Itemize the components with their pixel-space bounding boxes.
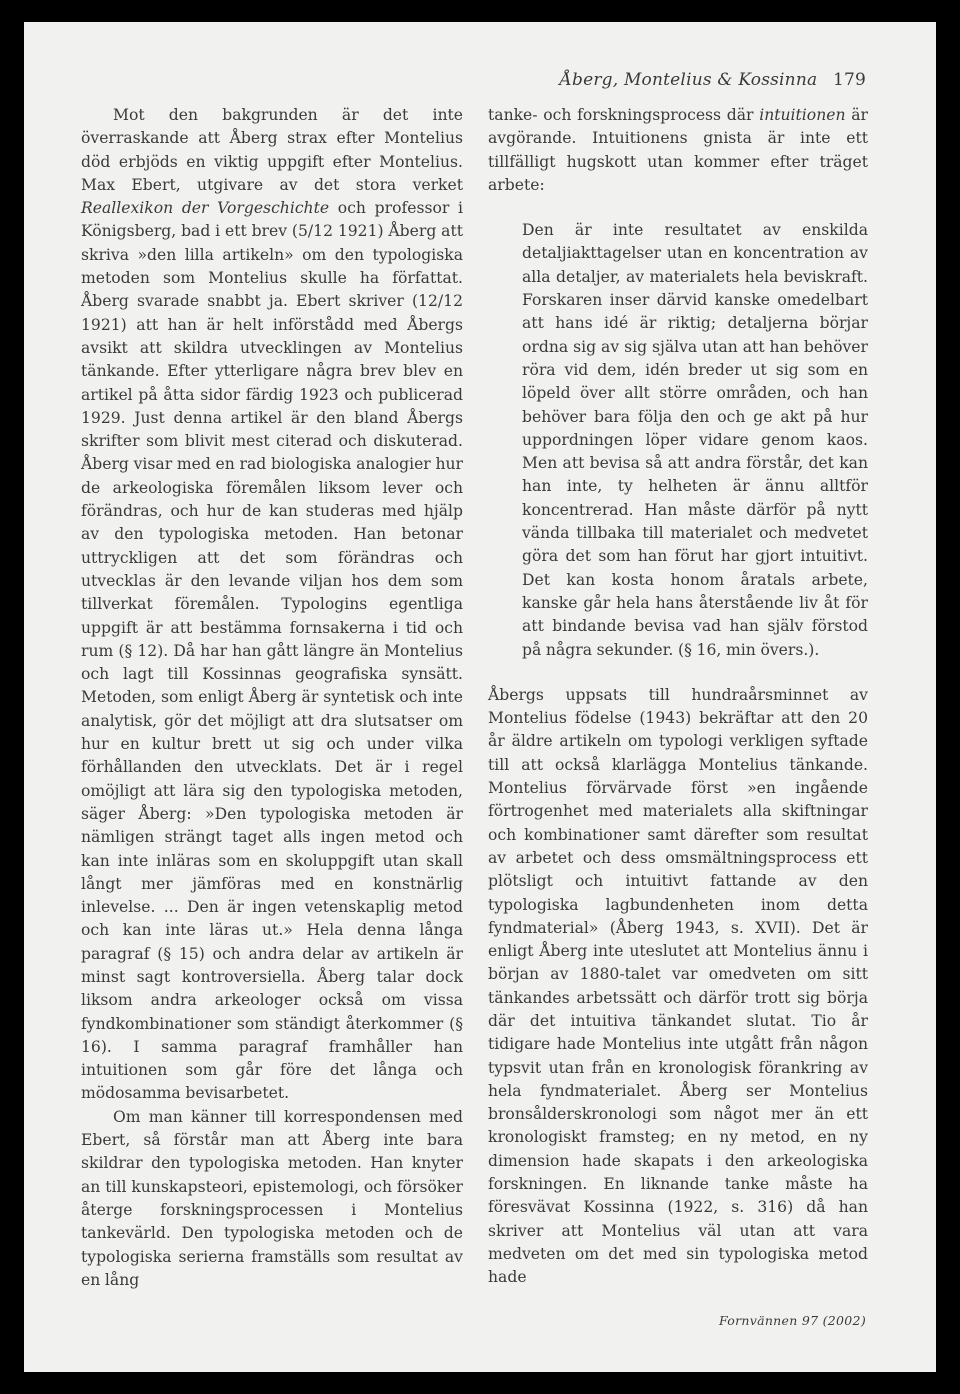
right-p1-text-a: tanke- och forskningsprocess där	[488, 106, 760, 124]
left-p1-italic-title: Reallexikon der Vorgeschichte	[81, 199, 330, 218]
left-paragraph-1	[81, 104, 463, 1106]
document-page	[24, 22, 936, 1372]
left-p1-text-b: och professor i Königsberg, bad i ett brev (5/12 1921) Åberg att skriva »den lilla artikeln» om den typologiska metoden som Montelius skulle ha författat. Åberg svarade snabbt ja. Ebert skriver (12/12 1921) att han är helt införstådd med Åbergs avsikt att skildra utvecklingen av Montelius tänkande. Efter ytterligare några brev blev en artikel på åtta sidor färdig 1923 och publicerad 1929. Just denna artikel är den bland Åbergs skrifter som blivit mest citerad och diskuterad. Åberg visar med en rad biologiska analogier hur de arkeologiska föremålen liksom lever och förändras, och hur de kan studeras med hjälp av den typologiska metoden. Han betonar uttryckligen att det som förändras och utvecklas är den levande viljan hos dem som tillverkat föremålen. Typologins egentliga uppgift är att bestämma fornsakerna i tid och rum (§ 12). Då har han gått längre än Montelius och lagt till Kossinnas geografiska synsätt. Metoden, som enligt Åberg är syntetisk och inte analytisk, gör det möjligt att dra slutsatser om hur en kultur brett ut sig och under vilka förhållanden den utvecklats. Det är i regel omöjligt att lära sig den typologiska metoden, säger Åberg: »Den typologiska metoden är nämligen strängt taget alls ingen metod och kan inte inläras som en skoluppgift utan skall långt mer jämföras med en konstnärlig inlevelse. ... Den är ingen vetenskaplig metod och kan inte läras ut.» Hela denna långa paragraf (§ 15) och andra delar av artikeln är minst sagt kontroversiella. Åberg talar dock liksom andra arkeologer också om vissa fyndkombinationer som ständigt återkommer (§ 16). I samma paragraf framhåller han intuitionen som går före det långa och mödosamma bevisarbetet.	[81, 199, 464, 1103]
right-p1-text-b: är avgörande. Intuitionens gnista är inte ett tillfälligt hugskott utan kommer efter träget arbete:	[488, 106, 868, 194]
right-paragraph-2: Åbergs uppsats till hundraårsminnet av Montelius födelse (1943) bekräftar att den 20 år äldre artikeln om typologi verkligen syftade till att också klarlägga Montelius tänkande. Montelius förvärvade först »en ingående förtrogenhet med materialets alla skiftningar och kombinationer samt därefter som resultat av arbetet och dess omsmältningsprocess ett plötsligt och intuitivt fattande av den typologiska lagbundenheten inom detta fyndmaterial» (Åberg 1943, s. XVII). Det är enligt Åberg inte uteslutet att Montelius ännu i början av 1880-talet var omedveten om sitt tänkandes arbetssätt och därför trott sig börja där det intuitiva tänkandet slutat. Tio år tidigare hade Montelius inte utgått från någon typsvit utan från en kronologisk förankring av hela fyndmaterialet. Åberg ser Montelius bronsålderskronologi som något mer än ett kronologiskt framsteg; en ny metod, en ny dimension hade skapats i den arkeologiska forskningen. En liknande tanke måste ha föresvävat Kossinna (1922, s. 316) då han skriver att Montelius väl utan att vara medveten om det med sin typologiska metod hade	[488, 685, 868, 1287]
left-paragraph-2: Om man känner till korrespondensen med Ebert, så förstår man att Åberg inte bara skildrar den typologiska metoden. Han knyter an till kunskapsteori, epistemologi, och försöker återge forskningsprocessen i Montelius tankevärld. Den typologiska metoden och de typologiska serierna framställs som resultat av en lång	[81, 1107, 463, 1289]
right-paragraph-1	[488, 104, 868, 197]
left-column	[81, 104, 463, 1292]
running-head	[560, 70, 866, 90]
page-number: 179	[832, 70, 866, 90]
right-column	[488, 104, 868, 1290]
block-quote: Den är inte resultatet av enskilda detaljiakttagelser utan en koncentration av alla detaljer, av materialets hela beviskraft. Forskaren inser därvid kanske omedelbart att hans idé är riktig; detaljerna börjar ordna sig av sig själva utan att han behöver röra vid dem, idén breder ut sig som en löpeld över allt större områden, och han behöver bara följa den och ge akt på hur uppordningen löper vidare genom kaos. Men att bevisa så att andra förstår, det kan han inte, ty helheten är ännu alltför koncentrerad. Han måste därför på nytt vända tillbaka till materialet och medvetet göra det som han förut har gjort intuitivt. Det kan kosta honom åratals arbete, kanske går hela hans återstående liv åt för att bindande bevisa vad han själv förstod på några sekunder. (§ 16, min övers.).	[522, 221, 868, 659]
journal-footer: Fornvännen 97 (2002)	[718, 1313, 866, 1328]
left-p1-text-a: Mot den bakgrunden är det inte överraskande att Åberg strax efter Montelius död erbjöds en viktig uppgift efter Montelius. Max Ebert, utgivare av det stora verket	[81, 106, 463, 194]
right-p1-italic: intuitionen	[759, 106, 846, 124]
running-head-title: Åberg, Montelius & Kossinna	[559, 70, 818, 90]
